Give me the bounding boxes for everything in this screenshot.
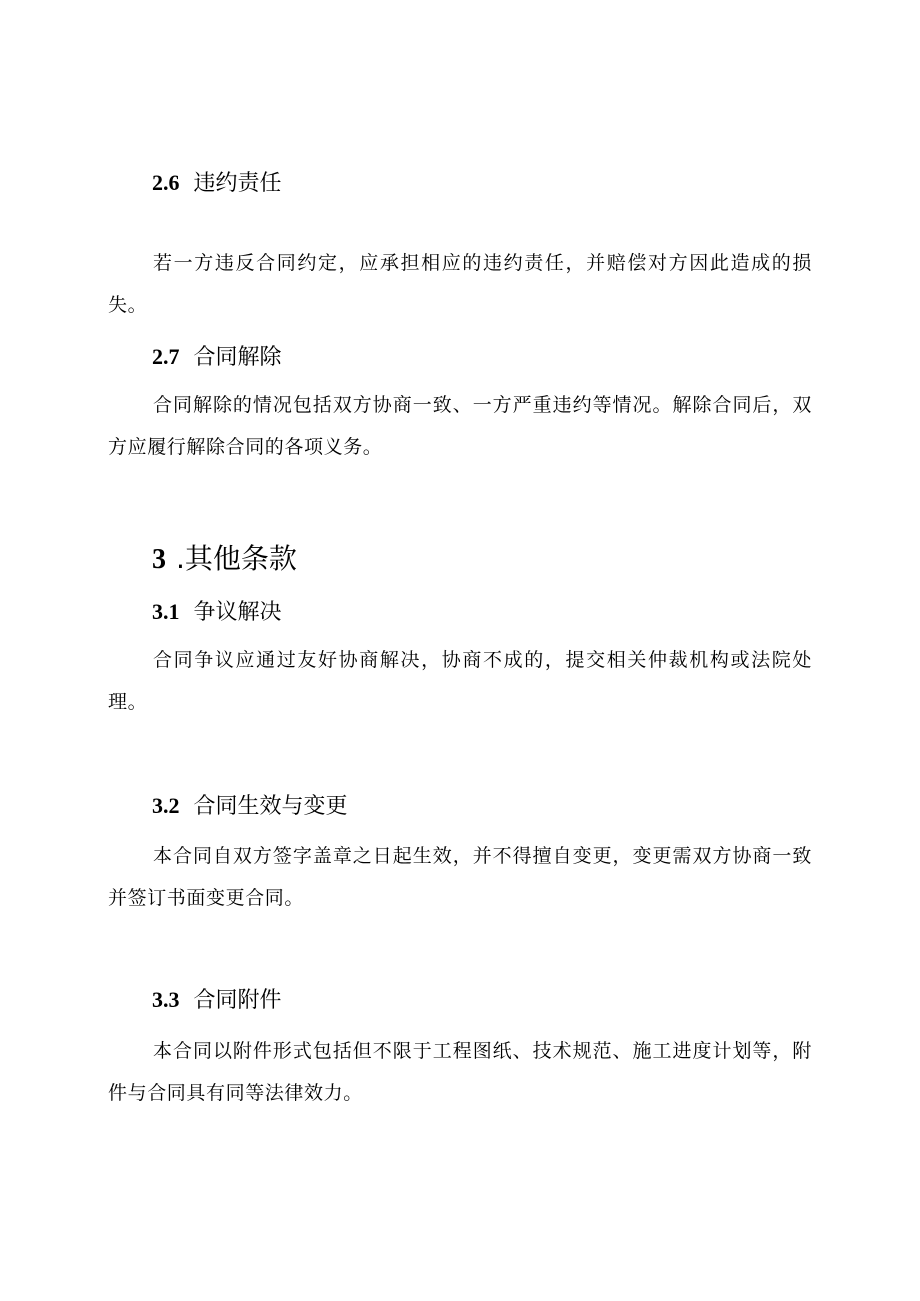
section-number: 2.7 — [152, 344, 180, 369]
section-heading-2-6 — [152, 172, 282, 195]
section-body-3-1: 合同争议应通过友好协商解决，协商不成的，提交相关仲裁机构或法院处理。 — [108, 649, 812, 713]
section-title: 违约责任 — [193, 171, 282, 196]
section-heading-2-7 — [152, 346, 282, 369]
section-number: 3 — [152, 544, 166, 575]
section-title: .其他条款 — [176, 542, 297, 575]
section-heading-3-2 — [152, 795, 348, 818]
section-number: 3.2 — [152, 793, 180, 818]
section-number: 3.1 — [152, 599, 180, 624]
section-title: 合同解除 — [193, 345, 282, 370]
section-body-3-3: 本合同以附件形式包括但不限于工程图纸、技术规范、施工进度计划等，附件与合同具有同等法律效力。 — [108, 1040, 812, 1104]
section-body-3-2: 本合同自双方签字盖章之日起生效，并不得擅自变更，变更需双方协商一致并签订书面变更合同。 — [108, 845, 812, 909]
section-number: 2.6 — [152, 170, 180, 195]
section-heading-3-1 — [152, 601, 282, 624]
section-number: 3.3 — [152, 987, 180, 1012]
section-body-2-7: 合同解除的情况包括双方协商一致、一方严重违约等情况。解除合同后，双方应履行解除合同的各项义务。 — [108, 394, 812, 458]
section-title: 合同生效与变更 — [193, 794, 348, 819]
section-heading-3-3 — [152, 989, 282, 1012]
section-title: 争议解决 — [193, 600, 282, 625]
section-heading-3 — [152, 542, 297, 575]
section-body-2-6: 若一方违反合同约定，应承担相应的违约责任，并赔偿对方因此造成的损失。 — [108, 252, 812, 316]
section-title: 合同附件 — [193, 988, 282, 1013]
